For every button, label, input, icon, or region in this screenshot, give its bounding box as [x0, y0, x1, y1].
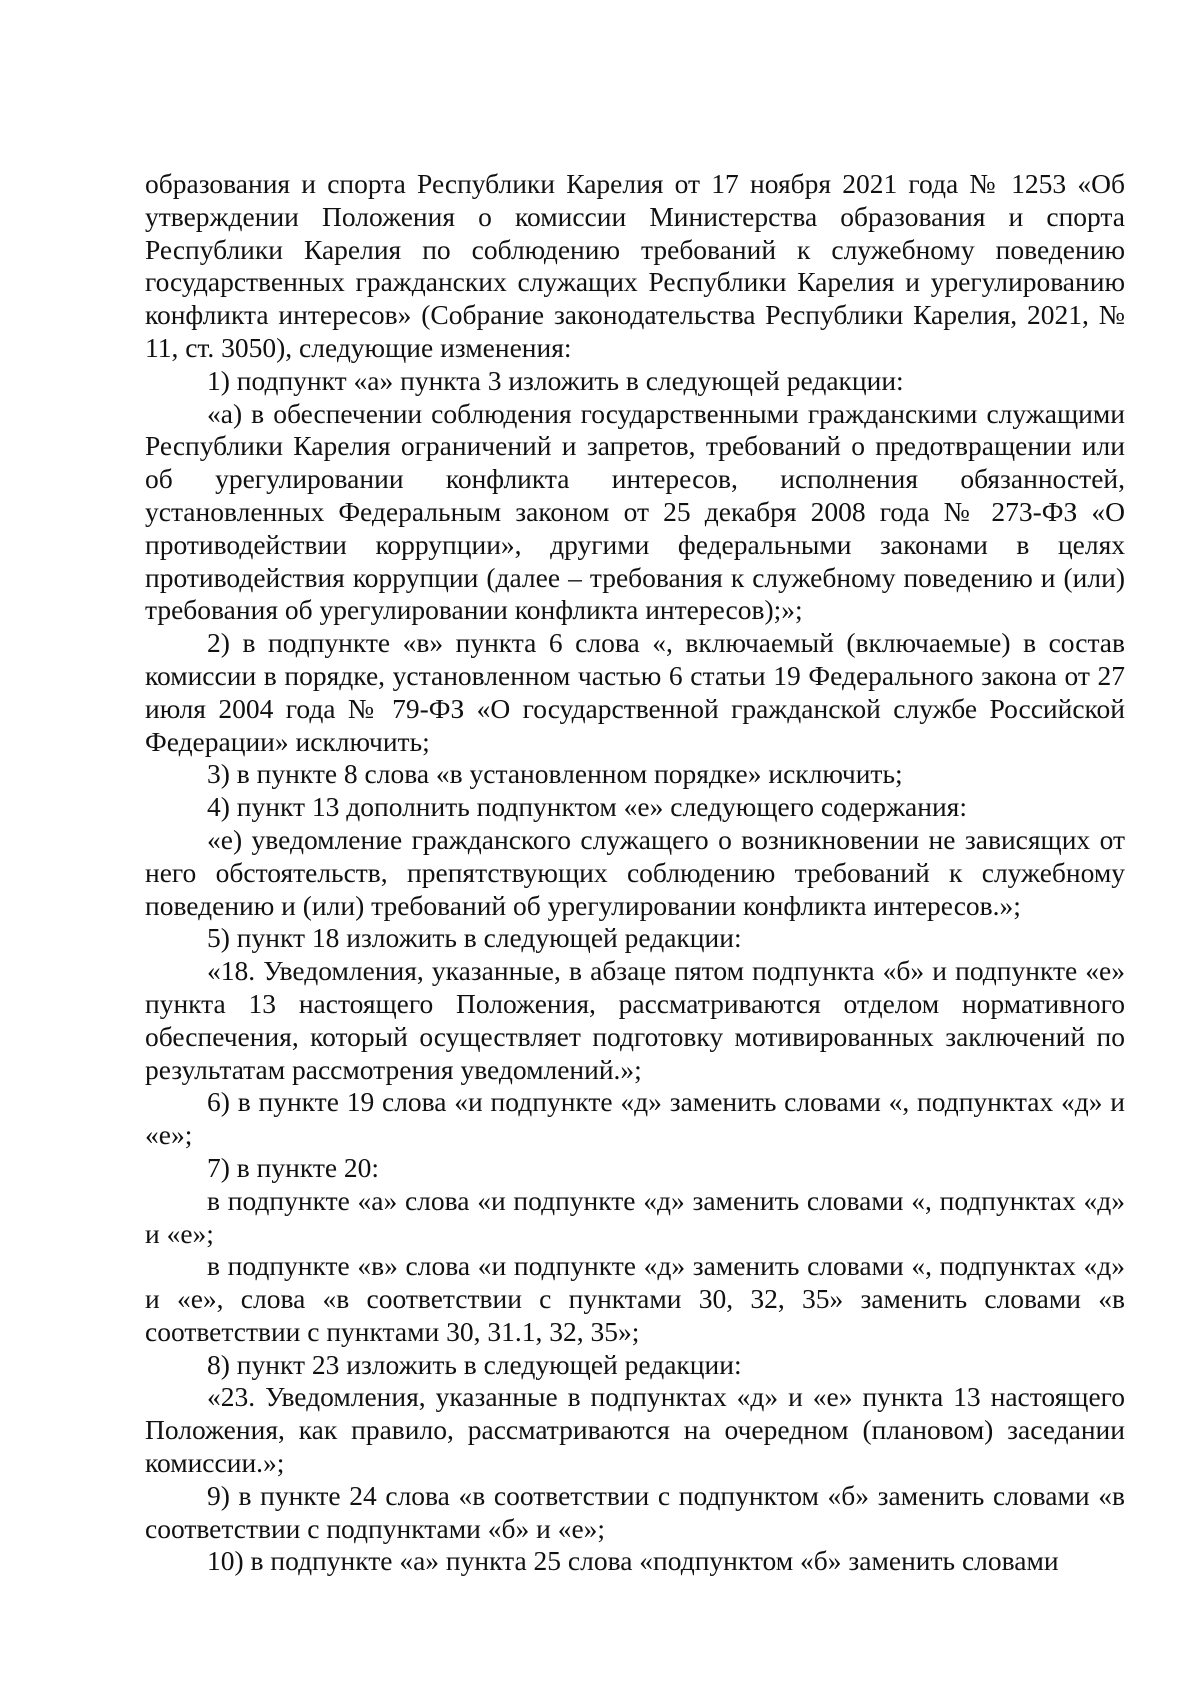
paragraph-item-4: 4) пункт 13 дополнить подпунктом «е» следующего содержания:: [207, 791, 967, 823]
document-body: [145, 168, 1125, 1578]
paragraph-item-5-text: «18. Уведомления, указанные, в абзаце пятом подпункта «б» и подпункте «е» пункта 13 настоящего Положения, рассматриваются отделом нормативного обеспечения, который осуществляет подготовку мотивированных заключений по результатам рассмотрения уведомлений.»;: [145, 955, 1125, 1085]
paragraph-item-8-text: «23. Уведомления, указанные в подпунктах «д» и «е» пункта 13 настоящего Положения, как правило, рассматриваются на очередном (плановом) заседании комиссии.»;: [145, 1381, 1125, 1479]
paragraph-item-1-text: «а) в обеспечении соблюдения государственными гражданскими служащими Республики Карелия ограничений и запретов, требований о предотвращении или об урегулировании конфликта интересов, исполнения обязанностей, установленных Федеральным законом от 25 декабря 2008 года № 273-ФЗ «О противодействии коррупции», другими федеральными законами в целях противодействия коррупции (далее – требования к служебному поведению и (или) требования об урегулировании конфликта интересов);»;: [145, 397, 1125, 626]
paragraph-item-7: 7) в пункте 20:: [207, 1151, 380, 1183]
paragraph-item-7-v: в подпункте «в» слова «и подпункте «д» заменить словами «, подпунктах «д» и «е», слова «в соответствии с пунктами 30, 32, 35» заменить словами «в соответствии с пунктами 30, 31.1, 32, 35»;: [145, 1250, 1125, 1347]
paragraph-item-9: 9) в пункте 24 слова «в соответствии с подпунктом «б» заменить словами «в соответствии с подпунктами «б» и «е»;: [145, 1479, 1125, 1544]
paragraph-item-8: 8) пункт 23 изложить в следующей редакции:: [207, 1348, 742, 1380]
paragraph-continuation: образования и спорта Республики Карелия от 17 ноября 2021 года № 1253 «Об утверждении Положения о комиссии Министерства образования и спорта Республики Карелия по соблюдению требований к служебному поведению государственных гражданских служащих Республики Карелия и урегулированию конфликта интересов» (Собрание законодательства Республики Карелия, 2021, № 11, ст. 3050), следующие изменения:: [145, 168, 1125, 363]
paragraph-item-2: 2) в подпункте «в» пункта 6 слова «, включаемый (включаемые) в состав комиссии в порядке, установленном частью 6 статьи 19 Федерального закона от 27 июля 2004 года № 79-ФЗ «О государственной гражданской службе Российской Федерации» исключить;: [145, 627, 1125, 757]
paragraph-item-7-a: в подпункте «а» слова «и подпункте «д» заменить словами «, подпунктах «д» и «е»;: [145, 1184, 1125, 1249]
paragraph-item-10: 10) в подпункте «а» пункта 25 слова «подпунктом «б» заменить словами: [207, 1545, 1059, 1577]
paragraph-item-1: 1) подпункт «а» пункта 3 изложить в следующей редакции:: [207, 364, 904, 396]
paragraph-item-5: 5) пункт 18 изложить в следующей редакции:: [207, 922, 742, 954]
paragraph-item-6: 6) в пункте 19 слова «и подпункте «д» заменить словами «, подпунктах «д» и «е»;: [145, 1086, 1125, 1151]
paragraph-item-4-text: «е) уведомление гражданского служащего о возникновении не зависящих от него обстоятельств, препятствующих соблюдению требований к служебному поведению и (или) требований об урегулировании конфликта интересов.»;: [145, 823, 1125, 921]
paragraph-item-3: 3) в пункте 8 слова «в установленном порядке» исключить;: [207, 758, 903, 790]
